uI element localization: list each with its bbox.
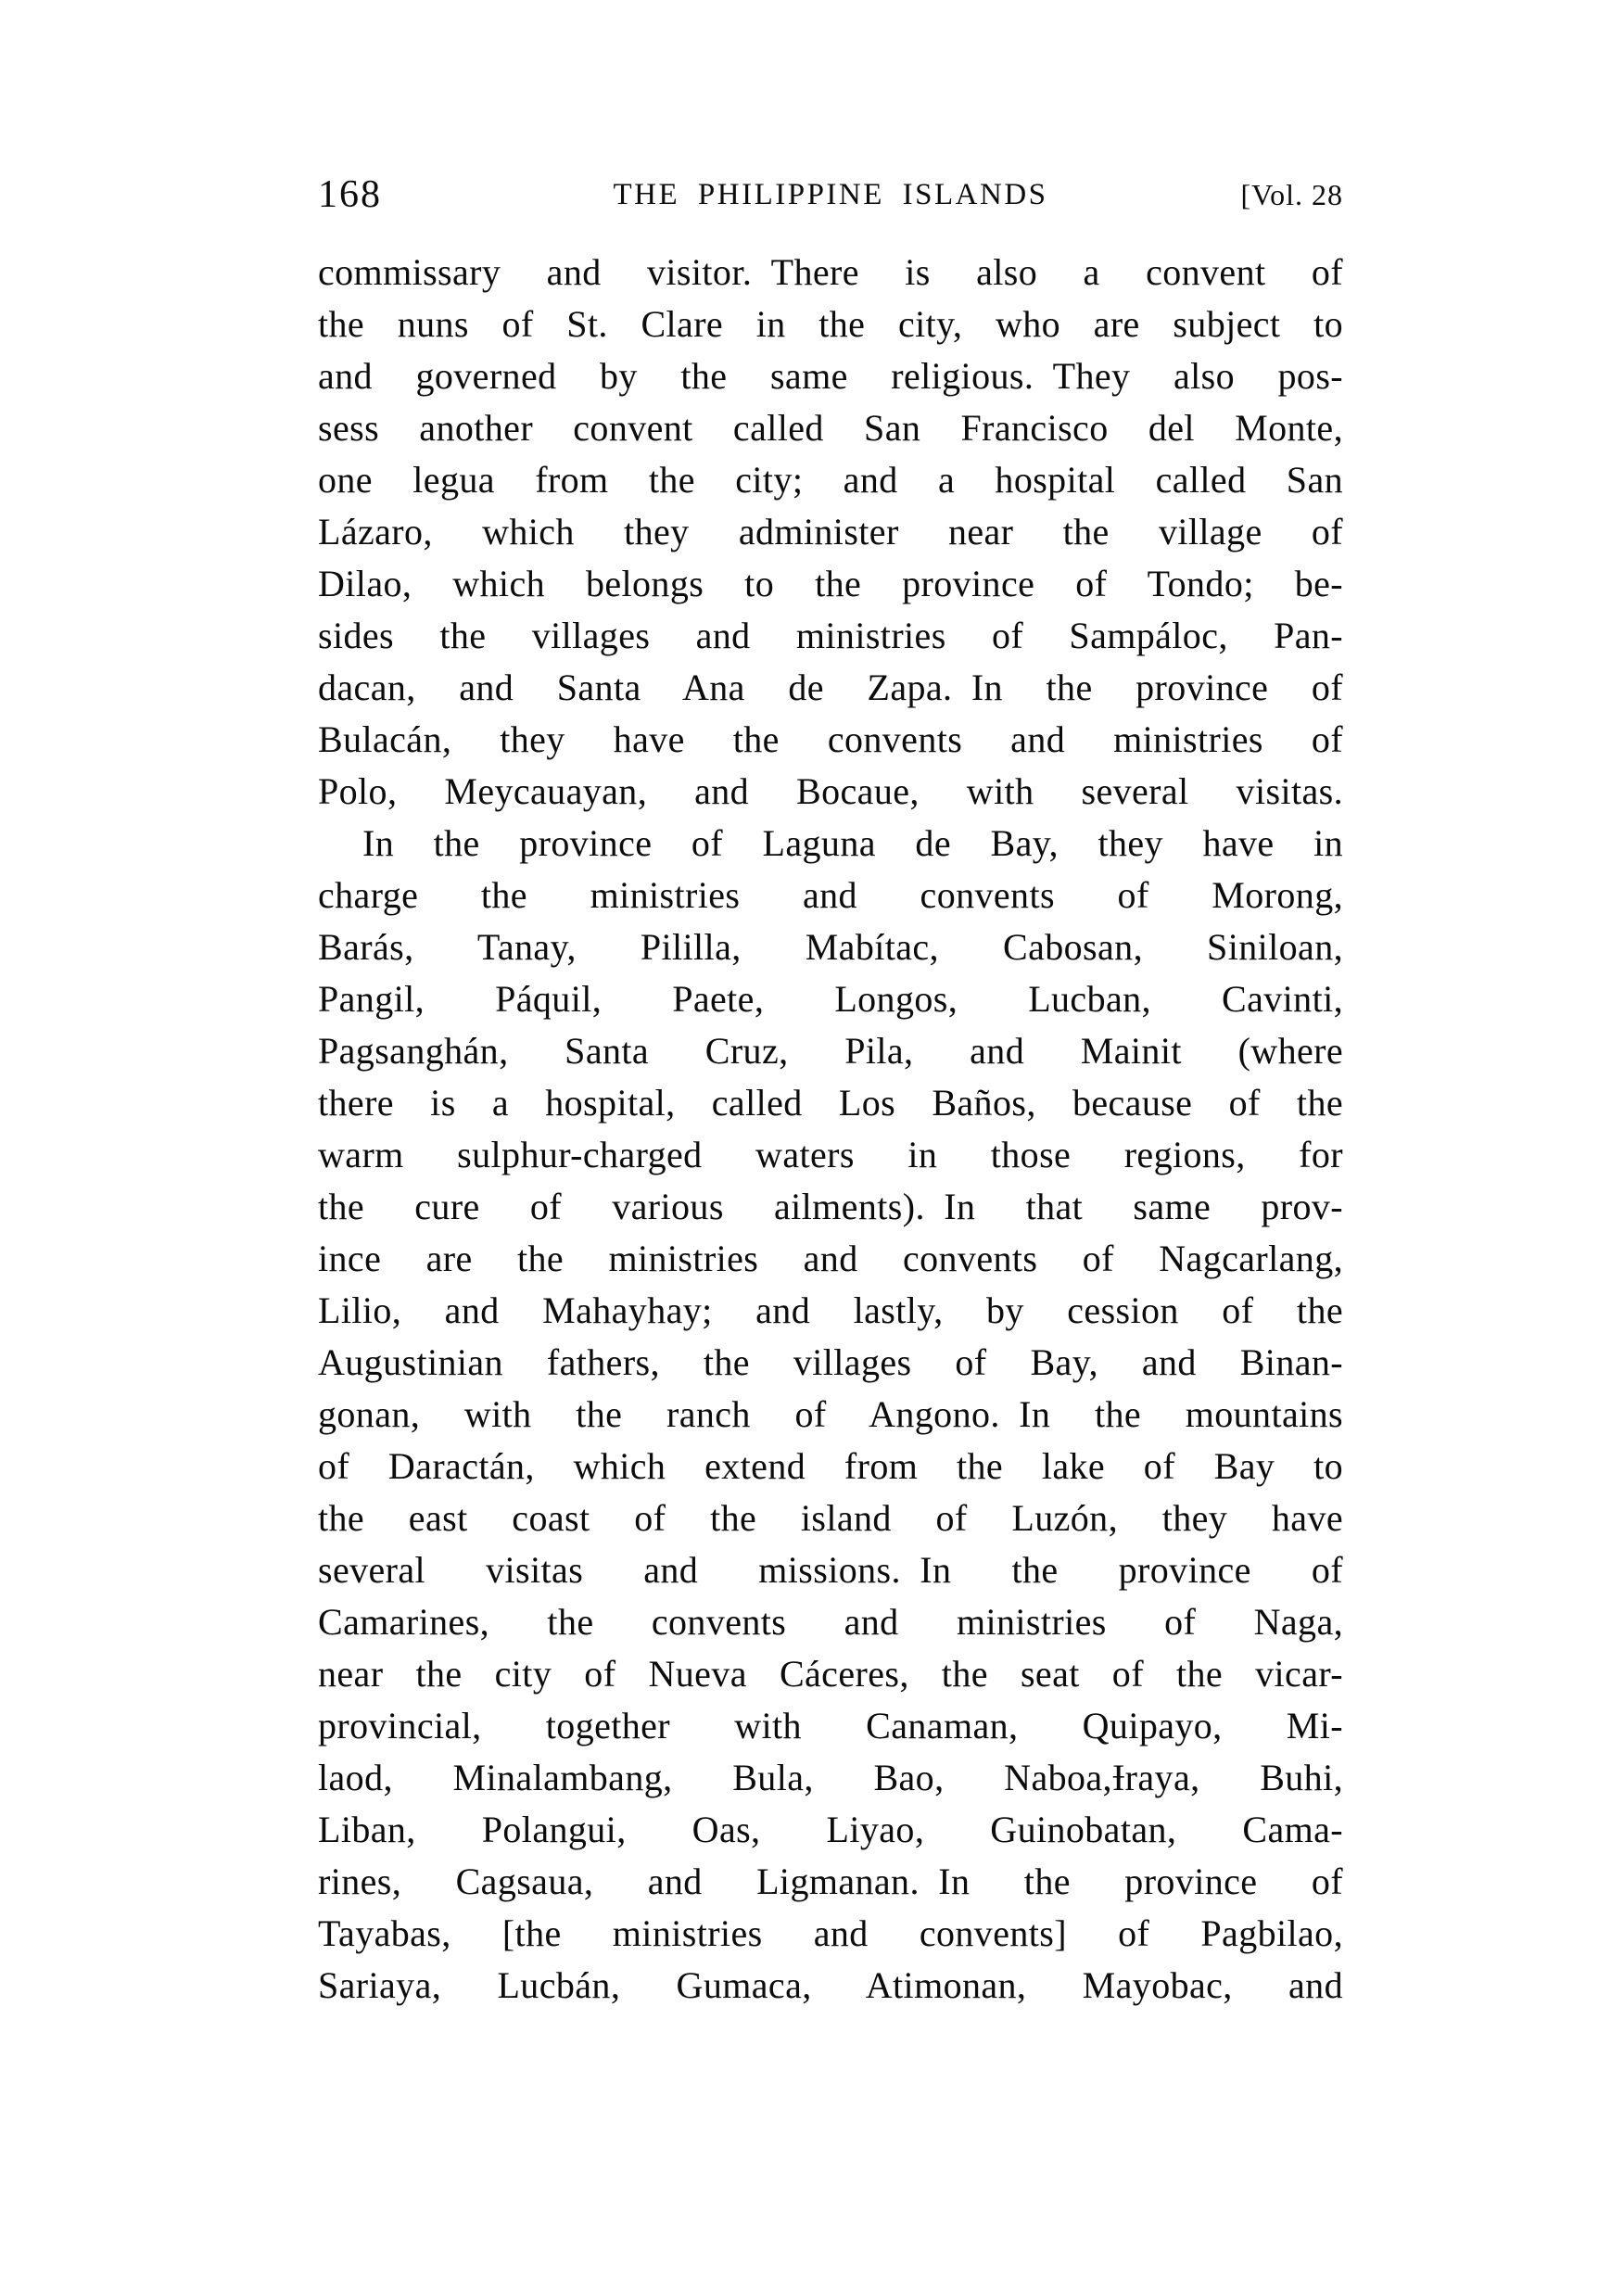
paragraph-2-line-16: Camarines, the convents and ministries of Naga,: [318, 1601, 1343, 1643]
paragraph-1-line-5: one legua from the city; and a hospital called San: [318, 459, 1343, 501]
paragraph-2-line-18: provincial, together with Canaman, Quipayo, Mi-: [318, 1705, 1343, 1746]
paragraph-2-line-9: ince are the ministries and convents of Nagcarlang,: [318, 1238, 1343, 1279]
paragraph-1-line-6: Lázaro, which they administer near the village of: [318, 511, 1343, 552]
text-block: [318, 247, 1343, 2012]
volume-reference: [Vol. 28: [1240, 178, 1343, 211]
running-title: THE PHILIPPINE ISLANDS: [613, 178, 1048, 211]
paragraph-2-line-6: there is a hospital, called Los Baños, because of the: [318, 1082, 1343, 1124]
paragraph-2-line-11: Augustinian fathers, the villages of Bay, and Binan-: [318, 1341, 1343, 1383]
paragraph-2-line-4: Pangil, Páquil, Paete, Longos, Lucban, Cavinti,: [318, 978, 1343, 1020]
paragraph-1-line-9: dacan, and Santa Ana de Zapa. In the province of: [318, 667, 1343, 708]
paragraph-1-line-3: and governed by the same religious. They also pos-: [318, 355, 1343, 397]
paragraph-1-line-8: sides the villages and ministries of Sampáloc, Pan-: [318, 615, 1343, 656]
paragraph-2-line-2: charge the ministries and convents of Morong,: [318, 874, 1343, 916]
page-header: [318, 171, 1343, 222]
paragraph-2-line-1: In the province of Laguna de Bay, they have in: [362, 822, 1343, 864]
paragraph-2-line-12: gonan, with the ranch of Angono. In the mountains: [318, 1393, 1343, 1435]
paragraph-2-line-13: of Daractán, which extend from the lake of Bay to: [318, 1445, 1343, 1487]
paragraph-1-line-11: Polo, Meycauayan, and Bocaue, with several visitas.: [318, 770, 1343, 812]
paragraph-2-line-19: laod, Minalambang, Bula, Bao, Naboa,Ɨraya, Buhi,: [318, 1757, 1343, 1798]
paragraph-2-line-14: the east coast of the island of Luzón, they have: [318, 1497, 1343, 1539]
page-number: 168: [318, 173, 382, 216]
paragraph-2-line-5: Pagsanghán, Santa Cruz, Pila, and Mainit (where: [318, 1030, 1343, 1072]
paragraph-2-line-21: rines, Cagsaua, and Ligmanan. In the province of: [318, 1861, 1343, 1902]
paragraph-1-line-7: Dilao, which belongs to the province of Tondo; be-: [318, 563, 1343, 604]
paragraph-2-line-7: warm sulphur-charged waters in those regions, for: [318, 1134, 1343, 1175]
paragraph-2-line-15: several visitas and missions. In the province of: [318, 1549, 1343, 1591]
paragraph-2-line-20: Liban, Polangui, Oas, Liyao, Guinobatan, Cama-: [318, 1809, 1343, 1850]
paragraph-2-line-10: Lilio, and Mahayhay; and lastly, by cession of the: [318, 1289, 1343, 1331]
paragraph-2-line-8: the cure of various ailments). In that same prov-: [318, 1186, 1343, 1227]
paragraph-2-line-22: Tayabas, [the ministries and convents] of Pagbilao,: [318, 1912, 1343, 1954]
paragraph-2-line-17: near the city of Nueva Cáceres, the seat of the vicar-: [318, 1653, 1343, 1695]
paragraph-2-line-23: Sariaya, Lucbán, Gumaca, Atimonan, Mayobac, and: [318, 1964, 1343, 2006]
paragraph-1-line-4: sess another convent called San Francisco del Monte,: [318, 407, 1343, 449]
paragraph-1-line-1: commissary and visitor. There is also a convent of: [318, 251, 1343, 293]
paragraph-2-line-3: Barás, Tanay, Pililla, Mabítac, Cabosan, Siniloan,: [318, 926, 1343, 968]
paragraph-1-line-2: the nuns of St. Clare in the city, who are subject to: [318, 303, 1343, 345]
paragraph-1-line-10: Bulacán, they have the convents and ministries of: [318, 718, 1343, 760]
